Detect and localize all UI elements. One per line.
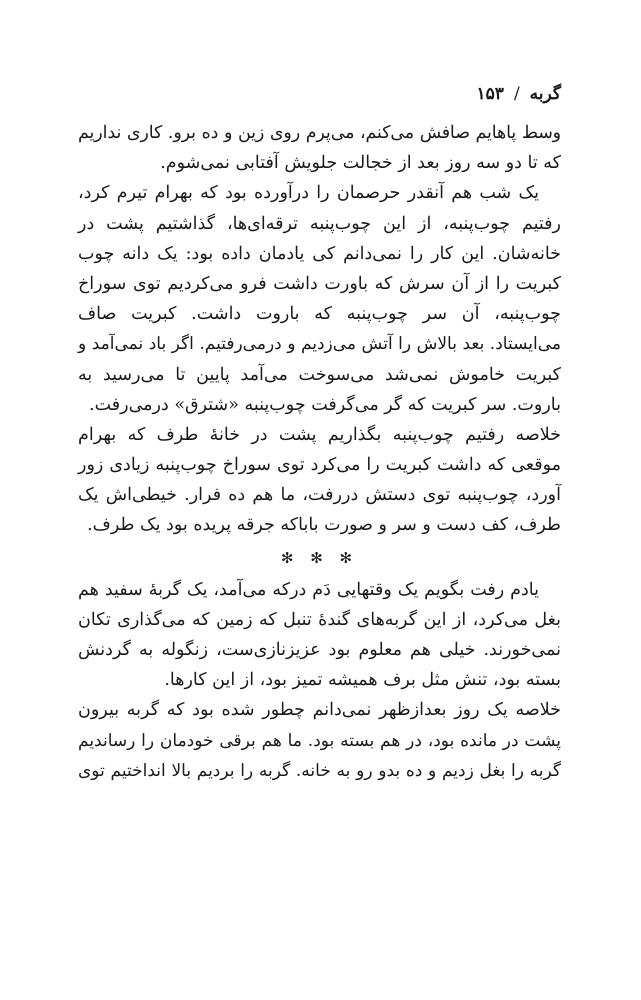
body-text	[78, 118, 561, 786]
text-line: بغل می‌کرد، از این گربه‌های گندهٔ تنبل که زمین که می‌گذاری تکان	[78, 609, 561, 630]
text-line: موقعی که داشت کبریت را می‌کرد توی سوراخ چوب‌پنبه زیادی زور	[78, 455, 561, 476]
text-line: می‌ایستاد. بعد بالاش را آتش می‌زدیم و درمی‌رفتیم. اگر باد نمی‌آمد و	[78, 334, 561, 355]
text-line: خانه‌شان. این کار را نمی‌دانم کی یادمان داده بود: یک دانه چوب	[78, 243, 561, 264]
section-break: ✻ ✻ ✻	[280, 548, 359, 567]
header-separator: /	[513, 84, 520, 104]
text-line: طرف، کف دست و سر و صورت باباکه جرقه پریده بود یک طرف.	[87, 515, 561, 536]
section-one	[78, 118, 561, 541]
text-line: رفتیم چوب‌پنبه، از این چوب‌پنبه ترقه‌ای‌ها، گذاشتیم پشت در	[78, 213, 561, 234]
text-line: بسته بود، تنش مثل برف همیشه تمیز بود، از این کارها.	[164, 670, 561, 691]
text-line: نمی‌خورند. خیلی هم معلوم بود عزیزنازی‌ست، زنگوله به گردنش	[78, 640, 561, 660]
text-line: کبریت خاموش نمی‌شد می‌سوخت می‌آمد پایین تا می‌رسید به	[78, 364, 561, 385]
text-line: وسط پاهایم صافش می‌کنم، می‌پرم روی زین و ده برو. کاری نداریم	[78, 123, 561, 143]
chapter-title: گربه	[529, 84, 561, 104]
text-line: پشت در مانده بود، در هم بسته بود. ما هم برقی خودمان را رساندیم	[78, 730, 561, 751]
section-two	[78, 575, 561, 786]
text-line: باروت. سر کبریت که گر می‌گرفت چوب‌پنبه «شترق» درمی‌رفت.	[89, 394, 561, 415]
text-line: یادم رفت بگویم یک وقتهایی دَم درکه می‌آمد، یک گربهٔ سفید هم	[78, 579, 539, 600]
text-line: خلاصه یک روز بعدازظهر نمی‌دانم چطور شده بود که گربه بیرون	[78, 700, 561, 721]
text-line: گربه را بغل زدیم و ده بدو رو به خانه. گربه را بردیم بالا انداختیم توی	[78, 760, 561, 781]
page-number: ۱۵۳	[476, 84, 504, 104]
running-head	[477, 84, 561, 104]
text-line: چوب‌پنبه، آن سر چوب‌پنبه که باروت داشت. کبریت صاف	[78, 304, 561, 325]
text-line: خلاصه رفتیم چوب‌پنبه بگذاریم پشت در خانهٔ طرف که بهرام	[78, 424, 561, 445]
text-line: کبریت را از آن سرش که باورت داشت فرو می‌کردیم توی سوراخ	[78, 273, 561, 294]
text-line: یک شب هم آنقدر حرصمان را درآورده بود که بهرام تیرم کرد،	[78, 183, 539, 204]
text-line: که تا دو سه روز بعد از خجالت جلویش آفتابی نمی‌شوم.	[160, 153, 561, 174]
text-line: آورد، چوب‌پنبه توی دستش دررفت، ما هم ده فرار. خیطی‌اش یک	[78, 485, 561, 506]
